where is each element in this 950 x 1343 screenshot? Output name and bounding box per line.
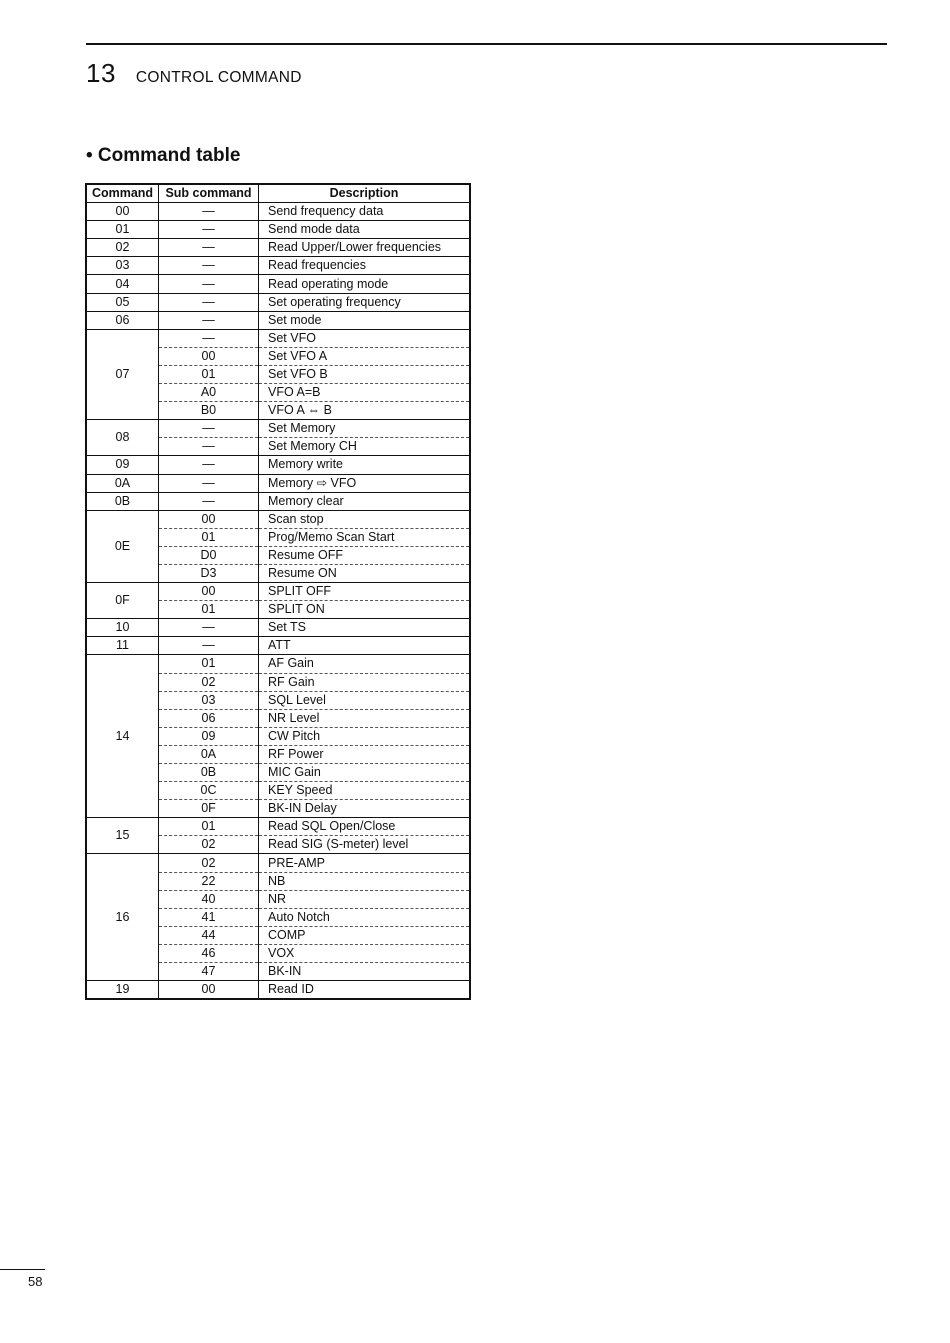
sub-command-cell: D3 xyxy=(159,564,259,582)
table-row xyxy=(86,619,470,637)
sub-command-cell: — xyxy=(159,221,259,239)
column-header-command: Command xyxy=(86,184,159,203)
description-cell: VOX xyxy=(259,944,471,962)
table-row xyxy=(86,474,470,492)
table-row xyxy=(86,329,470,347)
sub-command-cell: D0 xyxy=(159,546,259,564)
description-cell: Read SQL Open/Close xyxy=(259,818,471,836)
description-cell: Set VFO B xyxy=(259,365,471,383)
description-cell: SPLIT OFF xyxy=(259,583,471,601)
sub-command-cell: 09 xyxy=(159,727,259,745)
description-cell: KEY Speed xyxy=(259,782,471,800)
sub-command-cell: 01 xyxy=(159,528,259,546)
sub-command-cell: 00 xyxy=(159,347,259,365)
description-cell: Set TS xyxy=(259,619,471,637)
sub-command-cell: — xyxy=(159,474,259,492)
sub-command-cell: 0C xyxy=(159,782,259,800)
description-cell: Memory write xyxy=(259,456,471,474)
command-cell: 00 xyxy=(86,203,159,221)
description-cell: Memory ⇨ VFO xyxy=(259,474,471,492)
description-cell: BK-IN xyxy=(259,963,471,981)
command-cell: 06 xyxy=(86,311,159,329)
table-row xyxy=(86,203,470,221)
description-cell: Read operating mode xyxy=(259,275,471,293)
description-cell: Set VFO A xyxy=(259,347,471,365)
table-row xyxy=(86,221,470,239)
description-cell: RF Gain xyxy=(259,673,471,691)
command-cell: 0A xyxy=(86,474,159,492)
command-cell: 05 xyxy=(86,293,159,311)
column-header-description: Description xyxy=(259,184,471,203)
table-row xyxy=(86,293,470,311)
command-cell: 14 xyxy=(86,655,159,818)
sub-command-cell: — xyxy=(159,420,259,438)
description-cell: NR Level xyxy=(259,709,471,727)
sub-command-cell: 47 xyxy=(159,963,259,981)
description-cell: AF Gain xyxy=(259,655,471,673)
description-cell: Send frequency data xyxy=(259,203,471,221)
sub-command-cell: — xyxy=(159,203,259,221)
command-table xyxy=(85,183,471,1000)
table-row xyxy=(86,311,470,329)
sub-command-cell: 02 xyxy=(159,854,259,872)
table-row xyxy=(86,854,470,872)
sub-command-cell: 00 xyxy=(159,981,259,1000)
description-cell: Prog/Memo Scan Start xyxy=(259,528,471,546)
description-cell: Set mode xyxy=(259,311,471,329)
table-row xyxy=(86,510,470,528)
description-cell: Set operating frequency xyxy=(259,293,471,311)
description-cell: Set Memory xyxy=(259,420,471,438)
sub-command-cell: 02 xyxy=(159,673,259,691)
table-row xyxy=(86,818,470,836)
sub-command-cell: 46 xyxy=(159,944,259,962)
sub-command-cell: A0 xyxy=(159,384,259,402)
sub-command-cell: 22 xyxy=(159,872,259,890)
description-cell: NB xyxy=(259,872,471,890)
command-cell: 03 xyxy=(86,257,159,275)
table-row xyxy=(86,655,470,673)
sub-command-cell: 44 xyxy=(159,926,259,944)
sub-command-cell: — xyxy=(159,619,259,637)
description-cell: RF Power xyxy=(259,745,471,763)
command-cell: 16 xyxy=(86,854,159,981)
description-cell: SQL Level xyxy=(259,691,471,709)
sub-command-cell: B0 xyxy=(159,402,259,420)
command-cell: 02 xyxy=(86,239,159,257)
sub-command-cell: — xyxy=(159,239,259,257)
command-cell: 0E xyxy=(86,510,159,582)
sub-command-cell: — xyxy=(159,329,259,347)
chapter-title: CONTROL COMMAND xyxy=(135,69,302,86)
chapter-heading xyxy=(86,58,302,89)
command-cell: 11 xyxy=(86,637,159,655)
description-cell: BK-IN Delay xyxy=(259,800,471,818)
column-header-sub-command: Sub command xyxy=(159,184,259,203)
section-title: • Command table xyxy=(86,145,241,166)
description-cell: Read Upper/Lower frequencies xyxy=(259,239,471,257)
description-cell: NR xyxy=(259,890,471,908)
header-rule xyxy=(86,43,887,45)
description-cell: PRE-AMP xyxy=(259,854,471,872)
command-cell: 04 xyxy=(86,275,159,293)
table-row xyxy=(86,456,470,474)
description-cell: Set VFO xyxy=(259,329,471,347)
table-header-row xyxy=(86,184,470,203)
description-cell: Read SIG (S-meter) level xyxy=(259,836,471,854)
command-cell: 0F xyxy=(86,583,159,619)
command-cell: 19 xyxy=(86,981,159,1000)
sub-command-cell: — xyxy=(159,637,259,655)
description-cell: Set Memory CH xyxy=(259,438,471,456)
command-cell: 09 xyxy=(86,456,159,474)
table-row xyxy=(86,420,470,438)
sub-command-cell: 00 xyxy=(159,583,259,601)
command-cell: 10 xyxy=(86,619,159,637)
command-cell: 15 xyxy=(86,818,159,854)
sub-command-cell: 0B xyxy=(159,764,259,782)
description-cell: Resume ON xyxy=(259,564,471,582)
sub-command-cell: 01 xyxy=(159,365,259,383)
sub-command-cell: — xyxy=(159,438,259,456)
sub-command-cell: — xyxy=(159,311,259,329)
table-row xyxy=(86,981,470,1000)
table-body xyxy=(86,203,470,1000)
command-cell: 0B xyxy=(86,492,159,510)
sub-command-cell: — xyxy=(159,456,259,474)
command-cell: 01 xyxy=(86,221,159,239)
sub-command-cell: — xyxy=(159,275,259,293)
description-cell: Memory clear xyxy=(259,492,471,510)
description-cell: Scan stop xyxy=(259,510,471,528)
description-cell: SPLIT ON xyxy=(259,601,471,619)
command-cell: 08 xyxy=(86,420,159,456)
description-cell: VFO A=B xyxy=(259,384,471,402)
description-cell: Read frequencies xyxy=(259,257,471,275)
description-cell: COMP xyxy=(259,926,471,944)
sub-command-cell: 03 xyxy=(159,691,259,709)
sub-command-cell: 06 xyxy=(159,709,259,727)
sub-command-cell: — xyxy=(159,257,259,275)
description-cell: Resume OFF xyxy=(259,546,471,564)
description-cell: Send mode data xyxy=(259,221,471,239)
description-cell: Read ID xyxy=(259,981,471,1000)
table-row xyxy=(86,239,470,257)
sub-command-cell: 0F xyxy=(159,800,259,818)
sub-command-cell: 40 xyxy=(159,890,259,908)
table-row xyxy=(86,583,470,601)
chapter-number: 13 xyxy=(86,58,116,88)
sub-command-cell: 01 xyxy=(159,818,259,836)
table-row xyxy=(86,257,470,275)
sub-command-cell: — xyxy=(159,492,259,510)
sub-command-cell: 0A xyxy=(159,745,259,763)
sub-command-cell: 01 xyxy=(159,655,259,673)
command-cell: 07 xyxy=(86,329,159,419)
sub-command-cell: 41 xyxy=(159,908,259,926)
sub-command-cell: — xyxy=(159,293,259,311)
sub-command-cell: 00 xyxy=(159,510,259,528)
page-number: 58 xyxy=(28,1274,43,1289)
description-cell: MIC Gain xyxy=(259,764,471,782)
description-cell: ATT xyxy=(259,637,471,655)
sub-command-cell: 01 xyxy=(159,601,259,619)
sub-command-cell: 02 xyxy=(159,836,259,854)
description-cell: CW Pitch xyxy=(259,727,471,745)
footer-rule xyxy=(0,1269,45,1270)
description-cell: VFO A ⇔ B xyxy=(259,402,471,420)
table-row xyxy=(86,637,470,655)
description-cell: Auto Notch xyxy=(259,908,471,926)
table-row xyxy=(86,492,470,510)
table-row xyxy=(86,275,470,293)
